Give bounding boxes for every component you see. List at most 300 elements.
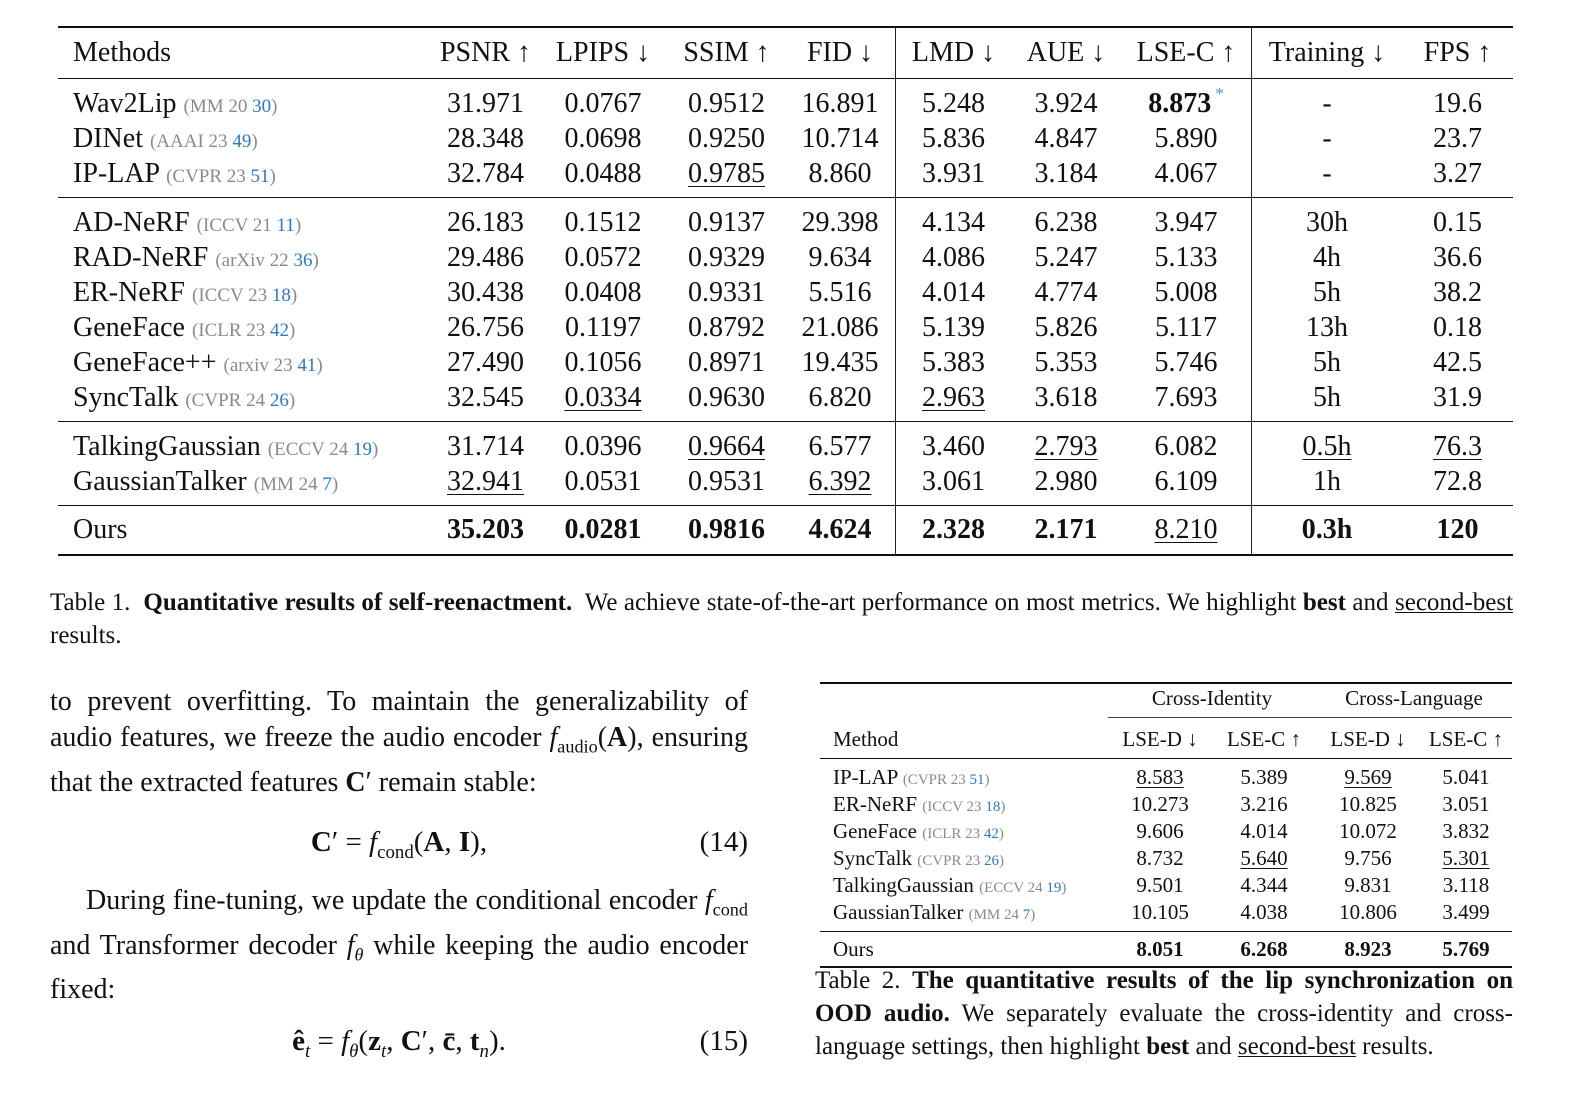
method-name: DINet [73, 122, 143, 154]
metric-value: 3.118 [1442, 873, 1490, 897]
metric-cell [1420, 845, 1512, 872]
table-row [820, 791, 1512, 818]
metric-cell [1252, 422, 1403, 465]
metric-value: 8.210 [1154, 514, 1218, 545]
citation-ref-link[interactable]: 18 [271, 284, 291, 306]
citation-ref-link[interactable]: 30 [252, 95, 272, 117]
caption-and: and [1352, 589, 1389, 616]
metric-cell [785, 345, 896, 380]
metric-cell [1121, 310, 1252, 345]
table-row [58, 156, 1513, 198]
metric-cell [1212, 899, 1316, 932]
metric-value: 0.0396 [564, 430, 642, 462]
metric-value: 6.820 [808, 381, 872, 413]
metric-value: 9.501 [1136, 873, 1184, 897]
table-2-group-header-row [820, 683, 1512, 720]
metric-cell [896, 380, 1012, 422]
citation-venue: (ICCV 21 [196, 214, 277, 236]
metric-cell [1108, 791, 1212, 818]
metric-value: 5h [1313, 346, 1341, 378]
method-name-cell [58, 310, 433, 345]
citation-venue: (ICCV 23 [192, 284, 272, 306]
metric-value: 8.873 [1148, 87, 1212, 119]
citation-close: ) [998, 853, 1004, 869]
metric-value: 0.8792 [688, 311, 765, 343]
metric-cell [1316, 845, 1420, 872]
citation-ref-link[interactable]: 51 [969, 772, 985, 788]
citation-close: ) [1030, 907, 1036, 923]
header-lmd: LMD ↓ [896, 27, 1012, 79]
metric-value: 3.832 [1442, 819, 1490, 843]
metric-cell [1011, 121, 1121, 156]
method-citation [197, 215, 302, 236]
header-cross-language: Cross-Language [1316, 683, 1512, 720]
metric-cell [1316, 791, 1420, 818]
metric-value: 0.1512 [564, 206, 642, 238]
metric-cell [433, 79, 538, 122]
table-row [58, 506, 1513, 556]
citation-ref-link[interactable]: 18 [985, 799, 1001, 815]
citation-close: ) [316, 354, 323, 376]
table-row [58, 121, 1513, 156]
metric-value: 6.577 [808, 430, 872, 462]
metric-cell [1108, 818, 1212, 845]
metric-value: 0.9531 [688, 465, 765, 497]
metric-value: 0.9630 [688, 381, 765, 413]
metric-value: 4.014 [922, 276, 985, 308]
citation-close: ) [1061, 880, 1067, 896]
table-row [820, 818, 1512, 845]
method-name: IP-LAP [73, 157, 160, 189]
header-ci-lse-c: LSE-C ↑ [1226, 726, 1302, 751]
metric-cell [538, 345, 668, 380]
citation-ref-link[interactable]: 49 [232, 130, 252, 152]
method-name: TalkingGaussian [833, 873, 974, 897]
caption-best: best [1302, 589, 1346, 616]
metric-value: 3.27 [1433, 157, 1482, 189]
body-text: while keeping the audio encoder fixed: [50, 929, 749, 1006]
metric-value: 35.203 [447, 514, 524, 545]
metric-cell [668, 79, 785, 122]
metric-value: 31.9 [1433, 381, 1482, 413]
metric-cell [1402, 121, 1513, 156]
table-row [820, 899, 1512, 932]
metric-value: 31.971 [447, 87, 524, 119]
metric-cell [785, 240, 896, 275]
metric-cell [538, 240, 668, 275]
equation-14-number: (14) [699, 826, 748, 858]
metric-cell [896, 506, 1012, 556]
table-row [820, 872, 1512, 899]
table-row-ours [820, 932, 1512, 968]
metric-value: 0.3h [1301, 514, 1353, 545]
metric-cell [1212, 932, 1316, 968]
metric-value: 5.008 [1154, 276, 1218, 308]
citation-ref-link[interactable]: 36 [293, 249, 313, 271]
metric-cell [785, 275, 896, 310]
table-row [58, 79, 1513, 122]
metric-cell [1011, 310, 1121, 345]
table-2-header-row [820, 720, 1512, 759]
metric-value: 4.014 [1240, 819, 1288, 843]
method-citation [192, 320, 295, 341]
citation-venue: (MM 20 [183, 95, 253, 117]
header-lse-c: LSE-C ↑ [1136, 37, 1236, 68]
metric-value: 5.640 [1240, 846, 1288, 870]
metric-cell [896, 198, 1012, 241]
citation-ref-link[interactable]: 26 [983, 853, 999, 869]
method-name: AD-NeRF [73, 206, 190, 238]
metric-cell [1108, 872, 1212, 899]
method-name: Ours [833, 936, 874, 961]
metric-value: 3.499 [1442, 900, 1490, 924]
table-2-ours [820, 932, 1512, 968]
metric-cell [433, 156, 538, 198]
metric-cell [1402, 240, 1513, 275]
metric-value: 5.836 [922, 122, 985, 154]
metric-value: 5.353 [1034, 346, 1098, 378]
metric-value: 9.634 [808, 241, 872, 273]
metric-cell [433, 345, 538, 380]
method-name-cell [58, 156, 433, 198]
method-name: ER-NeRF [833, 792, 917, 816]
metric-value: 0.9331 [688, 276, 765, 308]
method-name: GeneFace++ [73, 346, 217, 378]
header-fps: FPS ↑ [1423, 37, 1492, 68]
metric-value: 7.693 [1154, 381, 1218, 413]
metric-cell [668, 422, 785, 465]
metric-value: 28.348 [447, 122, 524, 154]
method-citation [922, 799, 1005, 815]
metric-cell [1108, 845, 1212, 872]
metric-value: 5.769 [1442, 936, 1490, 961]
metric-value: 0.9329 [688, 241, 765, 273]
equation-14-formula: $C' = f_{cond}(A$, I), [310, 826, 488, 863]
method-name-cell [820, 845, 1108, 872]
metric-value: 4h [1313, 241, 1341, 273]
metric-value: 13h [1306, 311, 1348, 343]
metric-value: 10.273 [1131, 792, 1189, 816]
body-text: , ensuring that the extracted features [50, 722, 748, 798]
metric-value: 26.756 [447, 311, 524, 343]
metric-value: 10.714 [801, 122, 879, 154]
metric-value: 4.774 [1034, 276, 1098, 308]
metric-cell [668, 345, 785, 380]
metric-cell [668, 240, 785, 275]
metric-cell [1402, 422, 1513, 465]
metric-value: 5.383 [922, 346, 985, 378]
equation-15 [50, 1025, 748, 1065]
table-1-group-gaussian-methods [58, 422, 1513, 506]
table-row [58, 345, 1513, 380]
citation-close: ) [294, 214, 302, 236]
metric-cell [668, 310, 785, 345]
metric-cell [1252, 198, 1403, 241]
metric-cell [538, 79, 668, 122]
citation-ref-link[interactable]: 41 [297, 354, 317, 376]
equation-14 [50, 826, 748, 866]
metric-value: 36.6 [1433, 241, 1482, 273]
metric-value: 0.15 [1433, 206, 1482, 238]
metric-cell [1121, 240, 1252, 275]
equation-15-formula: $ê_t = f_\theta(z_t$, C′, c̄, $t_n$). [292, 1025, 506, 1062]
metric-cell [1121, 79, 1252, 122]
metric-value: 0.0767 [564, 87, 642, 119]
citation-ref-link[interactable]: 26 [269, 389, 289, 411]
metric-cell [668, 380, 785, 422]
metric-value: 5.248 [922, 87, 985, 119]
method-name: SyncTalk [73, 381, 179, 413]
metric-value: 30.438 [447, 276, 524, 308]
table-row [58, 240, 1513, 275]
metric-value: 3.061 [922, 465, 985, 497]
metric-cell [1420, 791, 1512, 818]
table-1-group-nerf-methods [58, 198, 1513, 422]
method-name-cell [820, 759, 1108, 792]
metric-value: 31.714 [447, 430, 524, 462]
citation-venue: (ECCV 24 [267, 438, 353, 460]
citation-venue: (CVPR 23 [902, 772, 970, 788]
metric-cell [1402, 198, 1513, 241]
header-ssim: SSIM ↑ [683, 37, 770, 68]
metric-value: 3.051 [1442, 792, 1490, 816]
method-citation [224, 355, 323, 376]
method-name-cell [820, 818, 1108, 845]
metric-cell [668, 464, 785, 506]
metric-cell [1402, 345, 1513, 380]
metric-value: 8.860 [808, 157, 872, 189]
metric-value: 9.756 [1344, 846, 1392, 870]
metric-cell [1316, 899, 1420, 932]
metric-cell [1212, 845, 1316, 872]
method-name: ER-NeRF [73, 276, 185, 308]
citation-ref-link[interactable]: 19 [352, 438, 372, 460]
metric-cell [785, 464, 896, 506]
header-ci-lse-d: LSE-D ↓ [1122, 726, 1198, 751]
metric-value: 6.238 [1034, 206, 1098, 238]
table-row [820, 759, 1512, 792]
metric-value: 120 [1436, 514, 1479, 545]
metric-cell [433, 121, 538, 156]
metric-value: 27.490 [447, 346, 524, 378]
metric-value: 4.038 [1240, 900, 1288, 924]
citation-ref-link[interactable]: 7 [322, 473, 332, 495]
metric-value: 10.072 [1339, 819, 1397, 843]
body-paragraph-2: During fine-tuning, we update the conditional encoder $f_{cond}$ and Transformer decoder $f_\theta$ while keeping the audio encoder fixed: [50, 885, 749, 1006]
metric-value: 10.105 [1131, 900, 1189, 924]
method-name: GaussianTalker [73, 465, 247, 497]
metric-cell [1316, 872, 1420, 899]
method-name: GeneFace [833, 819, 917, 843]
metric-cell [1011, 506, 1121, 556]
method-name-cell [58, 506, 433, 556]
header-aue: AUE ↓ [1026, 37, 1106, 68]
citation-ref-link[interactable]: 42 [983, 826, 999, 842]
metric-cell [785, 506, 896, 556]
citation-venue: (CVPR 23 [166, 165, 251, 187]
metric-value: 3.184 [1034, 157, 1098, 189]
metric-cell [433, 380, 538, 422]
method-citation [150, 131, 258, 152]
method-citation [254, 474, 338, 495]
citation-close: ) [251, 130, 258, 152]
citation-close: ) [371, 438, 379, 460]
method-name: SyncTalk [833, 846, 913, 870]
metric-value: 19.435 [801, 346, 879, 378]
footnote-star: * [1215, 83, 1224, 103]
citation-venue: (MM 24 [253, 473, 323, 495]
metric-cell [785, 310, 896, 345]
method-citation [268, 439, 379, 460]
metric-value: 26.183 [447, 206, 524, 238]
metric-value: 5.133 [1154, 241, 1218, 273]
citation-venue: (AAAI 23 [149, 130, 233, 152]
metric-value: 72.8 [1433, 465, 1482, 497]
citation-venue: (CVPR 24 [185, 389, 270, 411]
citation-ref-link[interactable]: 19 [1046, 880, 1062, 896]
metric-value: 0.5h [1302, 430, 1352, 462]
citation-venue: (ICLR 23 [922, 826, 984, 842]
metric-cell [1011, 156, 1121, 198]
metric-cell [668, 506, 785, 556]
table-1-group-2d-methods [58, 79, 1513, 198]
metric-cell [896, 240, 1012, 275]
method-citation [184, 96, 278, 117]
metric-cell [1252, 464, 1403, 506]
metric-cell [1121, 422, 1252, 465]
header-psnr: PSNR ↑ [439, 37, 532, 68]
method-name: Wav2Lip [73, 87, 177, 119]
metric-value: 10.825 [1339, 792, 1397, 816]
header-training: Training ↓ [1252, 27, 1403, 79]
metric-value: 4.344 [1240, 873, 1288, 897]
metric-value: 2.793 [1034, 430, 1098, 462]
metric-cell [1108, 759, 1212, 792]
citation-close: ) [290, 284, 298, 306]
metric-value: 5h [1313, 276, 1341, 308]
table-row [58, 275, 1513, 310]
metric-cell [433, 310, 538, 345]
method-name-cell [820, 932, 1108, 968]
metric-cell [538, 156, 668, 198]
metric-value: 4.624 [808, 514, 872, 545]
table-row [58, 464, 1513, 506]
metric-value: 16.891 [801, 87, 879, 119]
metric-value: 21.086 [801, 311, 879, 343]
metric-value: 8.583 [1136, 765, 1184, 789]
metric-cell [896, 310, 1012, 345]
metric-value: 0.9785 [688, 157, 765, 189]
metric-value: 4.067 [1154, 157, 1218, 189]
metric-cell [1011, 79, 1121, 122]
citation-close: ) [271, 95, 278, 117]
metric-cell [1420, 759, 1512, 792]
method-name-cell [58, 275, 433, 310]
metric-cell [433, 240, 538, 275]
metric-value: 0.8971 [688, 346, 765, 378]
metric-cell [896, 121, 1012, 156]
method-citation [185, 390, 295, 411]
metric-cell [538, 506, 668, 556]
metric-value: 5.041 [1442, 765, 1490, 789]
caption-label: Table 2. [815, 967, 901, 994]
citation-venue: (ICCV 23 [922, 799, 986, 815]
metric-cell [1420, 899, 1512, 932]
metric-cell [896, 79, 1012, 122]
metric-cell [668, 198, 785, 241]
metric-value: 5h [1313, 381, 1341, 413]
metric-cell [1108, 932, 1212, 968]
metric-cell [538, 275, 668, 310]
metric-cell [1402, 380, 1513, 422]
metric-cell [1252, 121, 1403, 156]
metric-value: 42.5 [1433, 346, 1482, 378]
metric-cell [1011, 198, 1121, 241]
citation-venue: (MM 24 [968, 907, 1023, 923]
metric-cell [1121, 156, 1252, 198]
method-citation [192, 285, 297, 306]
citation-close: ) [288, 389, 296, 411]
citation-close: ) [1000, 799, 1006, 815]
metric-value: 10.806 [1339, 900, 1397, 924]
method-name-cell [58, 464, 433, 506]
citation-close: ) [269, 165, 276, 187]
citation-ref-link[interactable]: 51 [250, 165, 270, 187]
caption-second-best: second-best [1395, 589, 1514, 616]
metric-cell [433, 198, 538, 241]
method-citation [922, 826, 1004, 842]
metric-cell [1402, 464, 1513, 506]
table-1-caption [50, 586, 1513, 652]
metric-cell [668, 275, 785, 310]
metric-value: 0.9137 [688, 206, 765, 238]
metric-value: 9.831 [1344, 873, 1392, 897]
metric-value: 5.890 [1154, 122, 1218, 154]
citation-ref-link[interactable]: 7 [1022, 907, 1031, 923]
citation-ref-link[interactable]: 42 [270, 319, 290, 341]
method-name: TalkingGaussian [73, 430, 261, 462]
metric-cell [1011, 464, 1121, 506]
citation-venue: (ECCV 24 [979, 880, 1047, 896]
citation-venue: (ICLR 23 [191, 319, 271, 341]
caption-title: Quantitative results of self-reenactment. [143, 589, 573, 616]
metric-value: - [1322, 157, 1332, 189]
metric-cell [1252, 275, 1403, 310]
caption-end: results. [50, 622, 122, 649]
table-2 [820, 682, 1512, 968]
method-citation [166, 166, 276, 187]
method-name-cell [58, 240, 433, 275]
metric-value: 3.618 [1034, 381, 1098, 413]
metric-value: 32.784 [447, 157, 524, 189]
method-name: Ours [73, 514, 128, 545]
header-cl-lse-d: LSE-D ↓ [1330, 726, 1406, 751]
table-row [58, 310, 1513, 345]
metric-value: 0.0531 [564, 465, 642, 497]
table-row [820, 845, 1512, 872]
metric-value: 9.606 [1136, 819, 1184, 843]
metric-value: 9.569 [1344, 765, 1392, 789]
metric-cell [538, 380, 668, 422]
citation-ref-link[interactable]: 11 [276, 214, 295, 236]
caption-label: Table 1. [50, 589, 131, 616]
metric-cell [1212, 791, 1316, 818]
metric-cell [1402, 156, 1513, 198]
metric-value: 0.9512 [688, 87, 765, 119]
method-name-cell [820, 872, 1108, 899]
metric-cell [785, 121, 896, 156]
table-1-ours-group [58, 506, 1513, 556]
